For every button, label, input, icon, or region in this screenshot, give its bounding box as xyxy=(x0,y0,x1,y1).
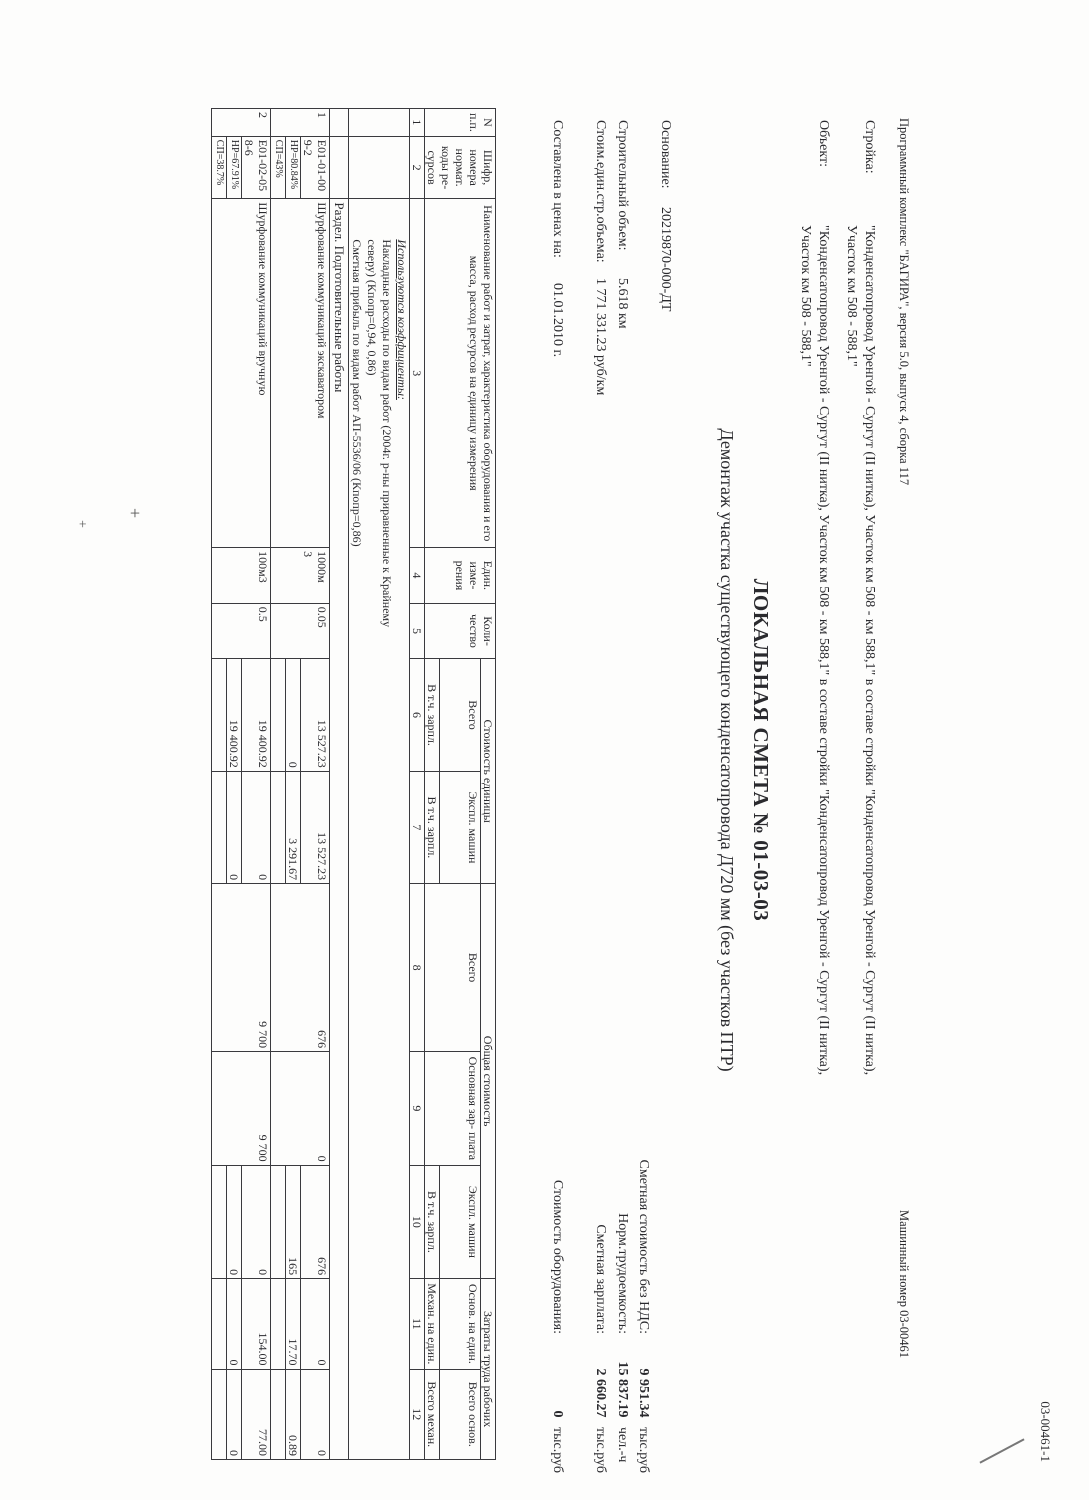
summary-row: Сметная зарплата: 2 660.27 тыс.руб xyxy=(593,1224,608,1473)
row-np: НР=80.84% xyxy=(286,136,301,199)
header-total-mach-wage: В т.ч. зарпл. xyxy=(425,1165,440,1279)
column-number: 8 xyxy=(410,884,425,1052)
column-number: 6 xyxy=(410,659,425,771)
stroika-line2: Участок км 508 - 588,1" xyxy=(844,225,859,367)
row-code: Е01-02-05 8-6 xyxy=(242,136,271,199)
header-labor-base: Основ. на един. xyxy=(440,1279,481,1369)
row-qty: 0.05 xyxy=(271,603,330,659)
row-unit-total: 19 400.92 xyxy=(242,659,271,771)
header-name: Наименование работ и затрат, характеристика оборудования и его масса, расход ресурсов на единицу измерения xyxy=(425,199,496,548)
summary-row: Стоимость оборудования: 0 тыс.руб xyxy=(550,1179,565,1473)
header-unit-mach-wage: В т.ч. зарпл. xyxy=(425,771,440,883)
column-number: 9 xyxy=(410,1052,425,1166)
column-number: 5 xyxy=(410,603,425,659)
table-row xyxy=(301,109,330,1460)
row-labor-base: 154.00 xyxy=(242,1279,271,1369)
row-unit: 100м3 xyxy=(212,548,271,604)
row-total-mach: 0 xyxy=(242,1165,271,1279)
row-name: Шурфование коммуникаций вручную xyxy=(212,199,271,548)
column-numbers-row xyxy=(410,109,425,1460)
row-unit: 1000м 3 xyxy=(271,548,330,604)
row-unit-mach-wage: 0 xyxy=(227,771,242,883)
row-base-wage: 0 xyxy=(271,1052,330,1166)
header-labor: Затраты труда рабочих xyxy=(481,1279,496,1460)
program-info: Программный комплекс "БАГИРА", версия 5.0, выпуск 4, сборка 117 xyxy=(897,118,911,486)
section-row xyxy=(330,109,349,1460)
estimate-table xyxy=(211,108,496,1460)
stroika-line1: "Конденсатопровод Уренгой - Сургут (II нитка), Участок км 508 - км 588,1" в составе стройки "Конденсатопровод Уренгой - Сургут (II нитка), xyxy=(862,225,877,1076)
column-number: 12 xyxy=(410,1369,425,1459)
column-number: 1 xyxy=(410,109,425,137)
row-number: 2 xyxy=(212,109,271,137)
header-n: N п.п. xyxy=(425,109,496,137)
estimate-subtitle: Демонтаж участка существующего конденсатопровода Д720 мм (без участков ПТР) xyxy=(717,428,737,1072)
volume-label: Строительный объем: xyxy=(615,120,630,251)
column-number: 3 xyxy=(410,199,425,548)
header-unit-mach: Экспл. машин xyxy=(440,771,481,883)
pen-mark xyxy=(979,1438,1024,1463)
pen-mark: + xyxy=(125,508,145,519)
object-line2: Участок км 508 - 588,1" xyxy=(798,225,813,367)
coef-line: Накладные расходы по видам работ (2004г. р-ны приравненные к Крайнему xyxy=(380,239,394,628)
summary-row: Сметная стоимость без НДС: 9 951.34 тыс.руб xyxy=(636,1159,651,1473)
volume-value: 5.618 км xyxy=(615,278,630,329)
row-qty: 0.5 xyxy=(212,603,271,659)
row-total: 9 700 xyxy=(212,884,271,1052)
row-unit-wage: 19 400.92 xyxy=(227,659,242,771)
coefficients-row xyxy=(349,109,410,1460)
section-title: Раздел. Подготовительные работы xyxy=(330,199,349,1460)
header-code: Шифр, номера нормат. коды ре- сурсов xyxy=(425,136,496,199)
column-number: 4 xyxy=(410,548,425,604)
row-labor-mech: 0 xyxy=(227,1279,242,1369)
header-labor-mech: Механ. на един. xyxy=(425,1279,440,1369)
header-unit-cost: Стоимость единицы xyxy=(481,659,496,884)
header-labor-total-mech: Всего механ. xyxy=(425,1369,440,1459)
coef-title: Используются коэффициенты: xyxy=(395,239,409,400)
row-total-mach-wage: 0 xyxy=(227,1165,242,1279)
prices-value: 01.01.2010 г. xyxy=(550,283,565,358)
object-line1: "Конденсатопровод Уренгой - Сургут (II нитка), Участок км 508 - км 588,1" в составе стройки "Конденсатопровод Уренгой - Сургут (II нитка), xyxy=(816,225,831,1076)
row-unit-mach-wage: 3 291.67 xyxy=(286,771,301,883)
row-sp: СП=38.7% xyxy=(212,136,227,199)
row-name: Шурфование коммуникаций экскаватором xyxy=(271,199,330,548)
column-number: 2 xyxy=(410,136,425,199)
osnovanie-value: 20219870-000-ДТ xyxy=(658,207,673,312)
header-total-all: Всего xyxy=(425,884,481,1052)
prices-label: Составлена в ценах на: xyxy=(550,120,565,258)
column-number: 7 xyxy=(410,771,425,883)
header-total-cost: Общая стоимость xyxy=(481,884,496,1279)
stroika-label: Стройка: xyxy=(862,120,877,174)
unit-cost-value: 1 771 331.23 руб/км xyxy=(593,278,608,396)
document-id: 03-00461-1 xyxy=(1038,1401,1053,1462)
object-label: Объект: xyxy=(816,120,831,167)
machine-number: Машинный номер 03-00461 xyxy=(897,1209,911,1358)
row-labor-total-mech: 0.89 xyxy=(286,1369,301,1459)
row-labor-total-base: 77.00 xyxy=(242,1369,271,1459)
header-unit-total: Всего xyxy=(440,659,481,771)
row-unit-wage: 0 xyxy=(286,659,301,771)
header-qty: Коли- чество xyxy=(425,603,496,659)
row-labor-total-mech: 0 xyxy=(227,1369,242,1459)
row-total-mach: 676 xyxy=(301,1165,330,1279)
row-labor-mech: 17.70 xyxy=(286,1279,301,1369)
coef-line: северу) (Кпопр=0,94, 0,86) xyxy=(365,239,379,376)
row-base-wage: 9 700 xyxy=(212,1052,271,1166)
row-unit-mach: 0 xyxy=(242,771,271,883)
header-row xyxy=(481,109,496,1460)
row-unit-total: 13 527.23 xyxy=(301,659,330,771)
row-labor-total-base: 0 xyxy=(301,1369,330,1459)
header-base-wage: Основная зар- плата xyxy=(425,1052,481,1166)
pen-mark: + xyxy=(74,520,89,528)
row-unit-mach: 13 527.23 xyxy=(301,771,330,883)
column-number: 11 xyxy=(410,1279,425,1369)
header-unit: Един. изме- рения xyxy=(425,548,496,604)
summary-row: Норм.трудоемкость: 15 837.19 чел.-ч xyxy=(615,1213,630,1463)
row-code: Е01-01-00 9-2 xyxy=(301,136,330,199)
osnovanie-label: Основание: xyxy=(658,120,673,189)
header-labor-total-base: Всего основ. xyxy=(440,1369,481,1459)
header-unit-wage: В т.ч. зарпл. xyxy=(425,659,440,771)
column-number: 10 xyxy=(410,1165,425,1279)
coef-line: Сметная прибыль по видам работ АП-5536/06 (Кпопр=0,86) xyxy=(350,239,364,547)
header-total-mach: Экспл. машин xyxy=(440,1165,481,1279)
estimate-title: ЛОКАЛЬНАЯ СМЕТА № 01-03-03 xyxy=(749,578,773,922)
row-labor-base: 0 xyxy=(301,1279,330,1369)
unit-cost-label: Стоим.един.стр.объема: xyxy=(593,120,608,263)
row-number: 1 xyxy=(271,109,330,137)
row-total: 676 xyxy=(271,884,330,1052)
row-sp: СП=43% xyxy=(271,136,286,199)
row-np: НР=67.91% xyxy=(227,136,242,199)
row-total-mach-wage: 165 xyxy=(286,1165,301,1279)
table-row xyxy=(242,109,271,1460)
